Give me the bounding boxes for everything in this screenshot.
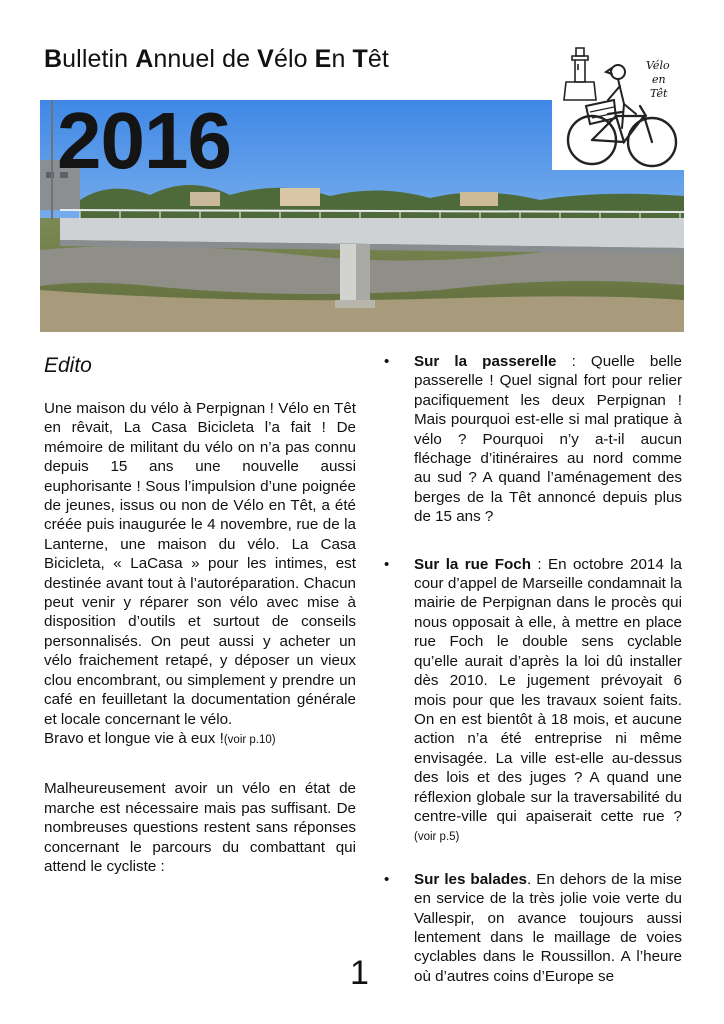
title-part: nnuel de xyxy=(153,45,258,73)
page-reference: (voir p.10) xyxy=(223,733,276,746)
title-part: élo xyxy=(273,45,315,73)
bullet-text: . En dehors de la mise en service de la très jolie voie verte du Vallespir, on avance toujours aussi lentement dans le maillage de voies cyclables dans le Roussillon. A l’heure où d’autres coins d’Europe se xyxy=(414,870,682,985)
bullet-heading: Sur la passerelle xyxy=(414,353,557,370)
bullet-dot: • xyxy=(384,555,390,573)
title-part: êt xyxy=(367,45,389,73)
title-initial: T xyxy=(352,45,368,73)
title-initial: B xyxy=(44,45,63,73)
title-initial: A xyxy=(135,45,154,73)
page-number: 1 xyxy=(350,954,369,992)
bullet-heading: Sur les balades xyxy=(414,870,527,888)
edito-heading: Edito xyxy=(44,354,92,377)
velo-en-tet-logo xyxy=(552,42,684,170)
edito-paragraph-2: Malheureusement avoir un vélo en état de marche est nécessaire mais pas suffisant. De nombreuses questions restent sans réponses concernant le parcours du combattant qui attend le cycliste : xyxy=(44,780,356,875)
bulletin-title xyxy=(44,44,389,74)
bullet-dot: • xyxy=(384,870,390,888)
bullet-heading: Sur la rue Foch xyxy=(414,555,532,573)
page-reference: (voir p.5) xyxy=(414,831,460,844)
bullet-item-balades xyxy=(384,870,682,986)
bullet-item-passerelle xyxy=(384,352,682,527)
title-initial: E xyxy=(314,45,332,73)
title-part: ulletin xyxy=(62,45,136,73)
bullet-text: : En octobre 2014 la cour d’appel de Marseille condamnait la mairie de Perpignan dans le procès qui nous opposait à elle, à mettre en place rue Foch le double sens cyclable qu’elle aurait d’après la loi dû installer dès 2010. Le jugement prévoyait 6 mois pour que les travaux soient faits. On en est bientôt à 18 mois, et aucune action n’a été entreprise ni même envisagée. La ville est-elle au-dessus des lois et des juges ? A quand une réflexion globale sur la traversabilité du centre-ville qui apaiserait cette rue ? xyxy=(414,555,682,825)
title-part: n xyxy=(331,45,353,73)
questions-column xyxy=(384,352,682,986)
edito-paragraph-text: Une maison du vélo à Perpignan ! Vélo en Têt en rêvait, La Casa Bicicleta l’a fait ! De mémoire de militant du vélo on n’a pas connu depuis 15 ans une nouvelle aussi euphorisante ! Sous l’impulsion d’une poignée de jeunes, issus ou non de Vélo en Têt, a été créée puis inaugurée le 4 novembre, rue de la Lanterne, une maison du vélo. La Casa Bicicleta, « LaCasa » pour les intimes, est destinée avant tout à l’autoréparation. Chacun peut venir y réparer son vélo avec mise à disposition d’outils et surtout de conseils personnalisés. On peut aussi y acheter un vélo fraichement retapé, y déposer un vieux clou encombrant, ou simplement y prendre un café en feuilletant la documentation générale et locale concernant le vélo. xyxy=(44,400,356,728)
bullet-item-rue-foch xyxy=(384,555,682,848)
bullet-text: : Quelle belle passerelle ! Quel signal fort pour relier pacifiquement les deux Perpignan ! Mais pourquoi est-elle si mal pratique à vélo ? Pourquoi n’y a-t-il aucun fléchage d’itinéraires au nord comme au sud ? A quand l’aménagement des berges de la Têt annoncé depuis plus de 15 ans ? xyxy=(414,353,683,526)
year-heading: 2016 xyxy=(57,96,231,185)
edito-paragraph-end: Bravo et longue vie à eux ! xyxy=(44,729,224,747)
logo-text-velo: Vélo xyxy=(646,59,670,72)
logo-text-en: en xyxy=(652,73,666,86)
edito-paragraph xyxy=(44,399,356,750)
edito-column xyxy=(44,352,356,876)
logo-text-tet: Têt xyxy=(650,87,668,100)
bullet-dot: • xyxy=(384,353,390,370)
title-initial: V xyxy=(257,45,274,73)
